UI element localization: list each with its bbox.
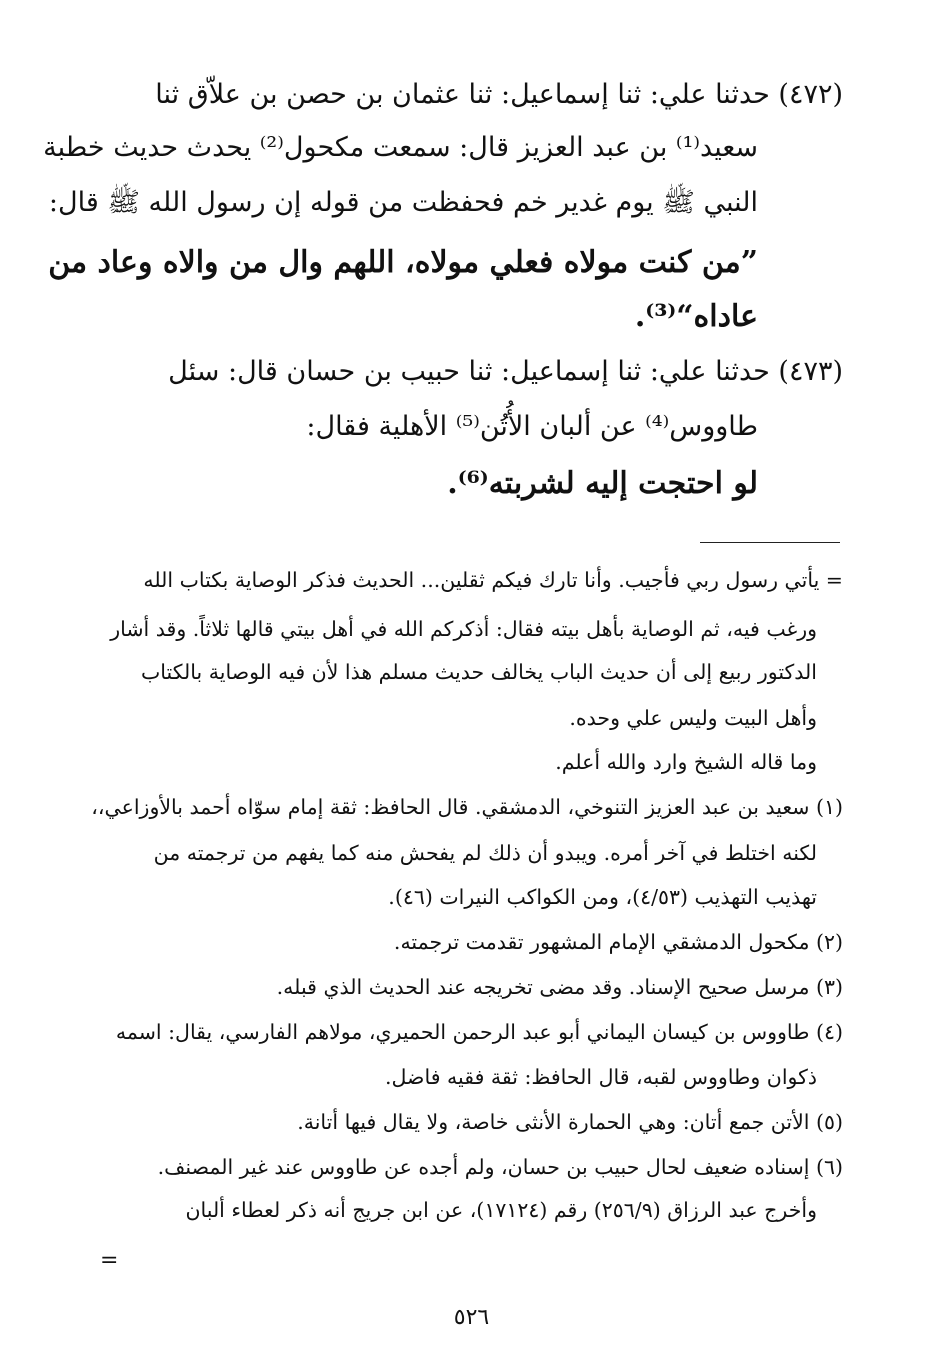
footnote-3: (٣) مرسل صحيح الإسناد. وقد مضى تخريجه عند الحديث الذي قبله. (276, 975, 843, 999)
footnote-1-line-3: تهذيب التهذيب (٤/٥٣)، ومن الكواكب النيرات (٤٦). (388, 885, 817, 909)
hadith-473-line-1: (٤٧٣) حدثنا علي: ثنا إسماعيل: ثنا حبيب بن حسان قال: سئل (168, 356, 843, 387)
footnote-2: (٢) مكحول الدمشقي الإمام المشهور تقدمت ترجمته. (393, 930, 843, 954)
footnote-6-line-2: وأخرج عبد الرزاق (٢٥٦/٩) رقم (١٧١٢٤)، عن ابن جريج أنه ذكر لعطاء ألبان (185, 1198, 817, 1222)
hadith-472-line-3: النبي ﷺ يوم غدير خم فحفظت من قوله إن رسول الله ﷺ قال: (48, 187, 758, 218)
footnote-4-line-2: ذكوان وطاووس لقبه، قال الحافظ: ثقة فقيه فاضل. (385, 1065, 817, 1089)
footnote-6-line-1: (٦) إسناده ضعيف لحال حبيب بن حسان، ولم أجده عن طاووس عند غير المصنف. (157, 1155, 843, 1179)
footnote-5: (٥) الأتن جمع أتان: وهي الحمارة الأنثى خاصة، ولا يقال فيها أتانة. (297, 1110, 843, 1134)
footnote-carry-line-3: الدكتور ربيع إلى أن حديث الباب يخالف حديث مسلم هذا لأن فيه الوصاية بالكتاب (140, 660, 817, 684)
hadith-472-line-1: (٤٧٢) حدثنا علي: ثنا إسماعيل: ثنا عثمان بن حصن بن علاّق ثنا (155, 79, 843, 110)
continuation-mark: = (100, 1248, 119, 1273)
footnote-separator (700, 542, 840, 543)
hadith-472-saying-line-1: ”من كنت مولاه فعلي مولاه، اللهم وال من والاه وعاد من (48, 245, 758, 280)
footnote-4-line-1: (٤) طاووس بن كيسان اليماني أبو عبد الرحمن الحميري، مولاهم الفارسي، يقال: اسمه (115, 1020, 843, 1044)
hadith-472-line-2: سعيد⁽¹⁾ بن عبد العزيز قال: سمعت مكحول⁽²⁾ يحدث حديث خطبة (43, 132, 758, 163)
footnote-1-line-1: (١) سعيد بن عبد العزيز التنوخي، الدمشقي. قال الحافظ: ثقة إمام سوّاه أحمد بالأوزاعي،، (91, 795, 843, 819)
hadith-472-saying-line-2: عاداه“⁽³⁾. (634, 299, 758, 334)
footnote-carry-line-4: وأهل البيت وليس علي وحده. (569, 706, 817, 730)
hadith-473-saying-line-1: لو احتجت إليه لشربته⁽⁶⁾. (447, 466, 758, 501)
hadith-473-line-2: طاووس⁽⁴⁾ عن ألبان الأُتُن⁽⁵⁾ الأهلية فقال: (306, 411, 758, 442)
footnote-1-line-2: لكنه اختلط في آخر أمره. ويبدو أن ذلك لم يفحش منه كما يفهم من ترجمته من (153, 841, 817, 865)
footnote-carry-line-5: وما قاله الشيخ وارد والله أعلم. (555, 750, 817, 774)
page-number: ٥٢٦ (453, 1305, 490, 1330)
footnote-carry-line-1: = يأتي رسول ربي فأجيب. وأنا تارك فيكم ثقلين... الحديث فذكر الوصاية بكتاب الله (143, 568, 843, 592)
footnote-carry-line-2: ورغب فيه، ثم الوصاية بأهل بيته فقال: أذكركم الله في أهل بيتي قالها ثلاثاً. وقد أشار (110, 617, 817, 641)
